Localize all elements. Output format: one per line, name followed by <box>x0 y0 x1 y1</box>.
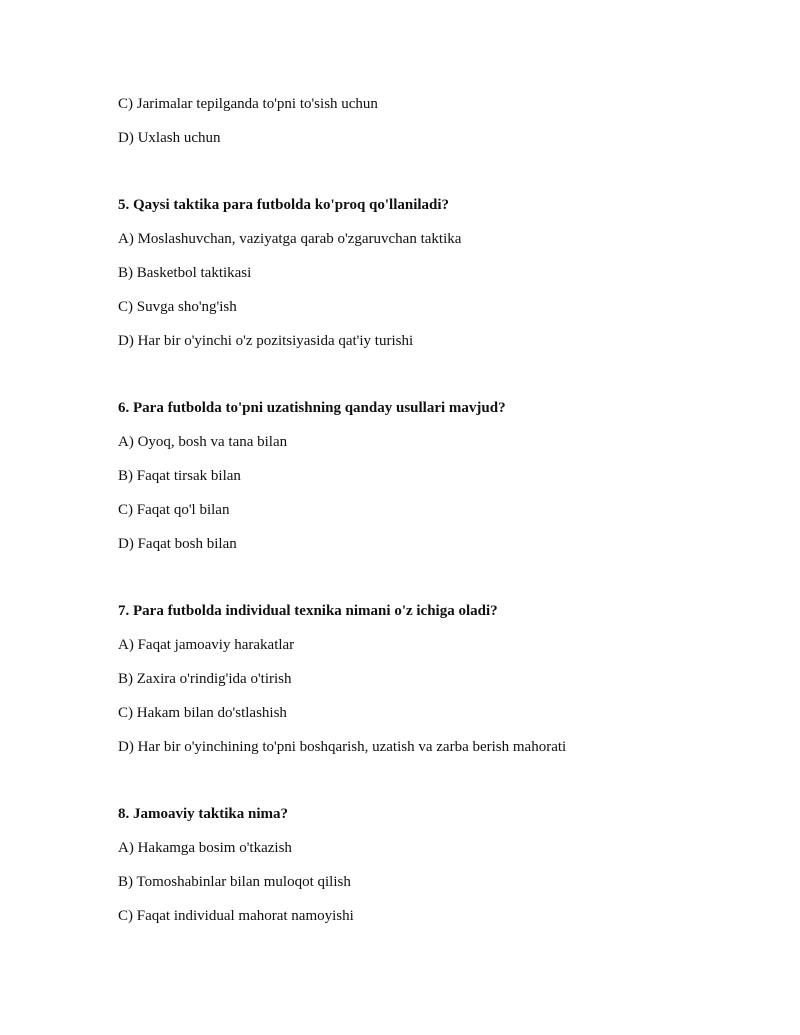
answer-5a: A) Moslashuvchan, vaziyatga qarab o'zgaruvchan taktika <box>118 231 462 247</box>
answer-4d: D) Uxlash uchun <box>118 130 221 146</box>
answer-6a: A) Oyoq, bosh va tana bilan <box>118 434 288 450</box>
answer-5d: D) Har bir o'yinchi o'z pozitsiyasida qat'iy turishi <box>118 333 414 349</box>
answer-8a: A) Hakamga bosim o'tkazish <box>118 840 292 856</box>
answer-5c: C) Suvga sho'ng'ish <box>118 299 237 315</box>
answer-6b: B) Faqat tirsak bilan <box>118 468 241 484</box>
question-8: 8. Jamoaviy taktika nima? <box>118 806 289 822</box>
answer-7b: B) Zaxira o'rindig'ida o'tirish <box>118 671 292 687</box>
answer-7a: A) Faqat jamoaviy harakatlar <box>118 637 295 653</box>
answer-8b: B) Tomoshabinlar bilan muloqot qilish <box>118 874 351 890</box>
answer-4c: C) Jarimalar tepilganda to'pni to'sish uchun <box>118 96 378 112</box>
question-6: 6. Para futbolda to'pni uzatishning qanday usullari mavjud? <box>118 400 506 416</box>
answer-7d: D) Har bir o'yinchining to'pni boshqarish, uzatish va zarba berish mahorati <box>118 739 567 755</box>
answer-8c: C) Faqat individual mahorat namoyishi <box>118 908 354 924</box>
answer-5b: B) Basketbol taktikasi <box>118 265 252 281</box>
answer-7c: C) Hakam bilan do'stlashish <box>118 705 287 721</box>
question-5: 5. Qaysi taktika para futbolda ko'proq qo'llaniladi? <box>118 197 450 213</box>
question-7: 7. Para futbolda individual texnika nimani o'z ichiga oladi? <box>118 603 498 619</box>
answer-6c: C) Faqat qo'l bilan <box>118 502 230 518</box>
answer-6d: D) Faqat bosh bilan <box>118 536 237 552</box>
